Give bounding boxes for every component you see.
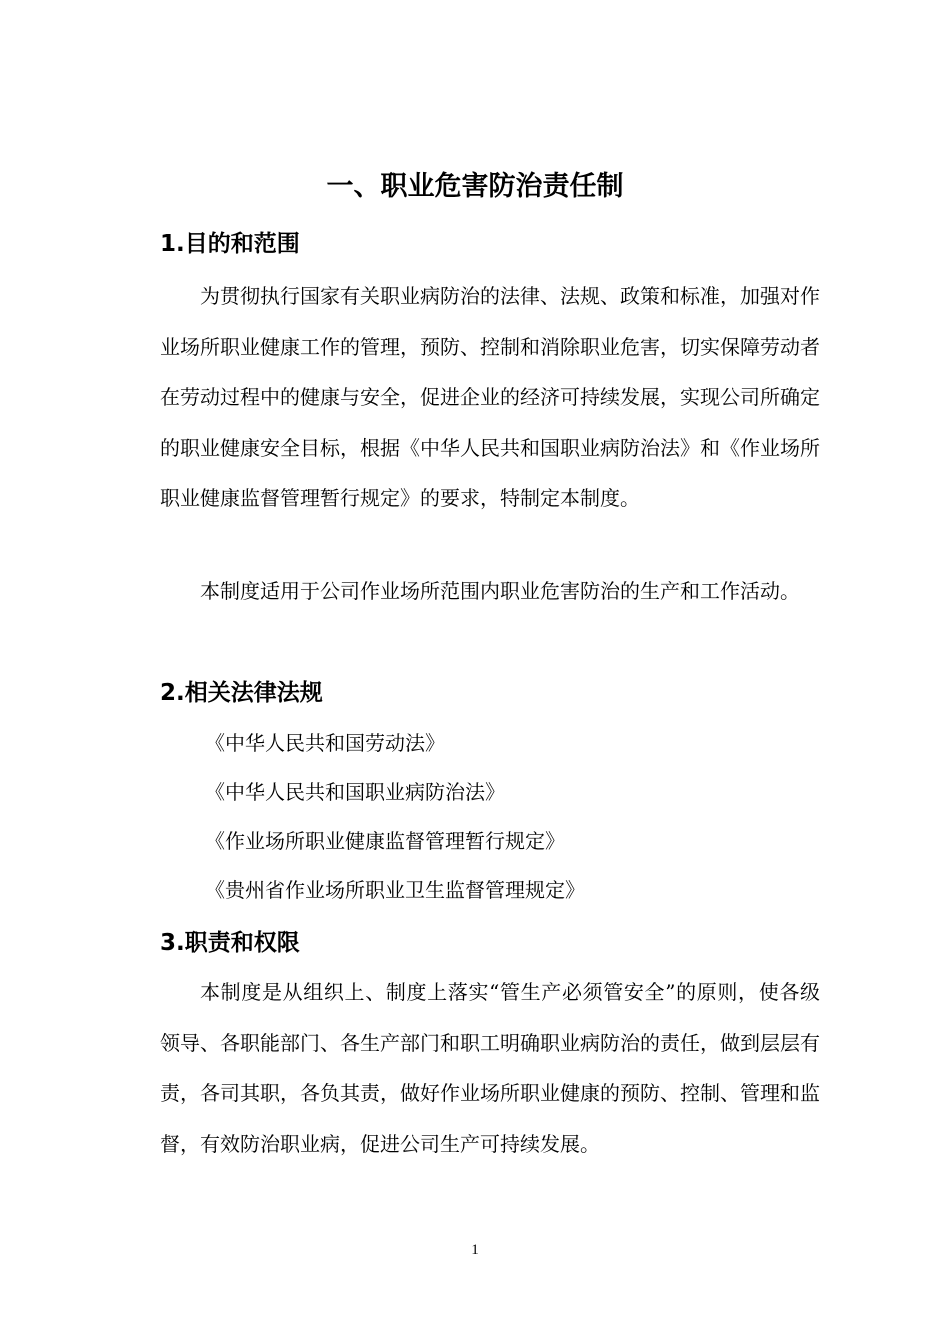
- section-heading-purpose-scope: 1.目的和范围: [160, 231, 300, 257]
- law-list-item: 《中华人民共和国劳动法》: [205, 731, 445, 755]
- law-list-item: 《贵州省作业场所职业卫生监督管理规定》: [205, 878, 585, 902]
- document-title: 一、职业危害防治责任制: [326, 171, 624, 202]
- section-heading-responsibilities: 3.职责和权限: [160, 930, 300, 956]
- law-list-item: 《中华人民共和国职业病防治法》: [205, 780, 505, 804]
- paragraph-scope: 本制度适用于公司作业场所范围内职业危害防治的生产和工作活动。: [200, 579, 800, 603]
- page-number: 1: [471, 1242, 479, 1258]
- paragraph-responsibilities: 本制度是从组织上、制度上落实“管生产必须管安全”的原则，使各级领导、各职能部门、各生产部门和职工明确职业病防治的责任，做到层层有责，各司其职，各负其责，做好作业场所职业健康的预防、控制、管理和监督，有效防治职业病，促进公司生产可持续发展。: [160, 980, 820, 1156]
- paragraph-purpose: 为贯彻执行国家有关职业病防治的法律、法规、政策和标准，加强对作业场所职业健康工作的管理，预防、控制和消除职业危害，切实保障劳动者在劳动过程中的健康与安全，促进企业的经济可持续发展，实现公司所确定的职业健康安全目标，根据《中华人民共和国职业病防治法》和《作业场所职业健康监督管理暂行规定》的要求，特制定本制度。: [160, 284, 820, 510]
- section-heading-laws: 2.相关法律法规: [160, 680, 323, 706]
- law-list-item: 《作业场所职业健康监督管理暂行规定》: [205, 829, 565, 853]
